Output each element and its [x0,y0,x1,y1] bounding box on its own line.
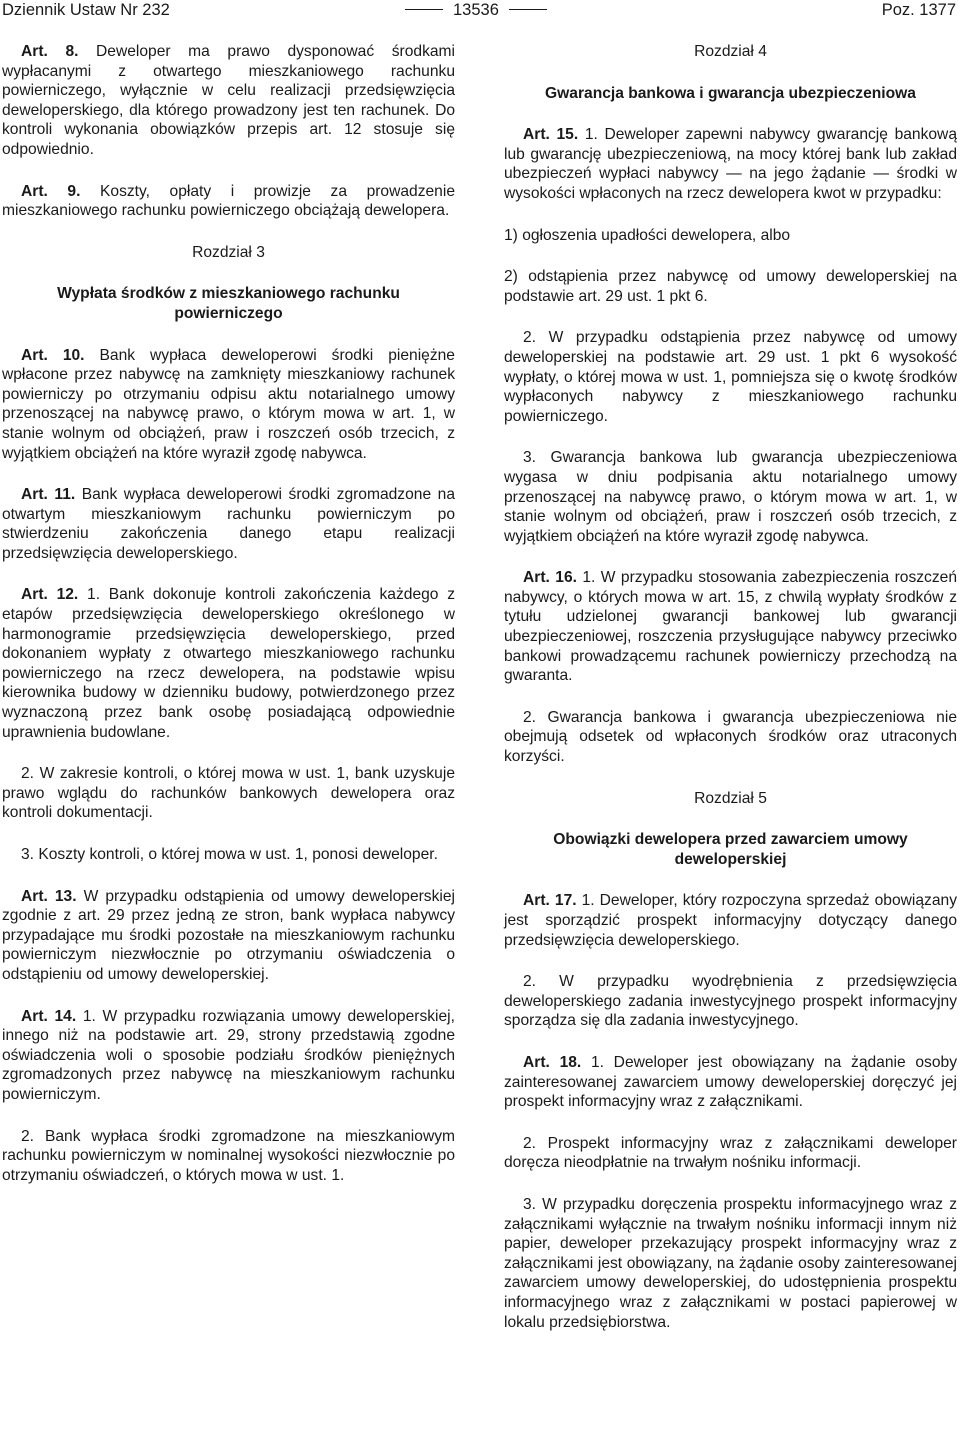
article-label: Art. 18. [523,1053,582,1071]
article-text: 1. W przypadku stosowania zabezpieczenia roszczeń nabywcy, o których mowa w art. 15, z chwilą wypłaty środków z tytułu udzielonej gwarancji bankowej lub gwarancji ubezpieczeniowej, roszczenia przysługujące nabywcy przeciwko bankowi prowadzącemu rachunek powierniczy przechodzą na gwaranta. [504,569,957,685]
article-15-item-2: 2) odstąpienia przez nabywcę od umowy deweloperskiej na podstawie art. 29 ust. 1 pkt 6. [504,268,957,305]
page-number-block [395,0,557,20]
article-12-par-1 [2,585,455,742]
article-label: Art. 17. [523,892,577,910]
article-18-par-3: 3. W przypadku doręczenia prospektu informacyjnego wraz z załącznikami wyłącznie na trwałym nośniku informacji innym niż papier, deweloper przekazujący prospekt informacyjny wraz z załącznikami jest obowiązany, na żądanie osoby zainteresowanej zawarciem umowy deweloperskiej, do udostępnienia prospektu informacyjnego wraz z załącznikami w postaci papierowej w lokalu przedsiębiorstwa. [504,1195,957,1331]
article-label: Art. 14. [21,1007,77,1025]
page-number: 13536 [453,1,499,19]
article-15-par-2: 2. W przypadku odstąpienia przez nabywcę od umowy deweloperskiej na podstawie art. 29 ust. 1 pkt 6 wysokość wypłaty, o której mowa w ust. 1, pomniejsza się o kwotę środków wypłaconych nabywcy z mieszkaniowego rachunku powierniczego. [504,329,957,425]
article-9 [2,182,455,221]
article-label: Art. 15. [523,126,579,144]
chapter-3-title: Wypłata środków z mieszkaniowego rachunku powierniczego [57,285,400,322]
chapter-5-title: Obowiązki dewelopera przed zawarciem umowy deweloperskiej [553,831,908,868]
article-16-par-1 [504,568,957,686]
article-12-par-3: 3. Koszty kontroli, o której mowa w ust. 1, ponosi deweloper. [21,846,438,863]
page-header [0,0,960,22]
article-16-par-2: 2. Gwarancja bankowa i gwarancja ubezpieczeniowa nie obejmują odsetek od wpłaconych środków oraz utraconych korzyści. [504,708,957,766]
article-text: 1. Deweloper zapewni nabywcy gwarancję bankową lub gwarancję ubezpieczeniową, na mocy której bank lub zakład ubezpieczeń wypłaci nabywcy — na jego żądanie — środki w wysokości wpłaconych na rzecz dewelopera kwot w przypadku: [504,126,957,202]
article-label: Art. 12. [21,586,79,604]
article-14-par-2: 2. Bank wypłaca środki zgromadzone na mieszkaniowym rachunku powierniczym w nominalnej wysokości niezwłocznie po otrzymaniu oświadczeń, o których mowa w ust. 1. [2,1127,455,1184]
position-number: Poz. 1377 [881,1,956,19]
article-8 [2,42,455,160]
dash-right [509,9,547,10]
article-text: Bank wypłaca deweloperowi środki pieniężne wpłacone przez nabywcę na zamknięty mieszkaniowy rachunek powierniczy po otrzymaniu odpisu aktu notarialnego umowy przenoszącej na nabywcę prawo, o którym mowa w art. 1, w stanie wolnym od obciążeń, praw i roszczeń osób trzecich, z wyjątkiem obciążeń na które wyraził zgodę nabywca. [2,346,455,462]
article-17-par-1 [504,891,957,950]
article-12-par-2: 2. W zakresie kontroli, o której mowa w ust. 1, bank uzyskuje prawo wglądu do rachunków bankowych dewelopera oraz kontroli dokumentacji. [2,765,455,822]
article-10 [2,346,455,464]
article-label: Art. 13. [21,887,77,905]
article-label: Art. 8. [21,43,79,60]
article-text: Koszty, opłaty i prowizje za prowadzenie mieszkaniowego rachunku powierniczego obciążają dewelopera. [2,182,455,220]
article-label: Art. 16. [523,569,577,587]
chapter-4-title: Gwarancja bankowa i gwarancja ubezpieczeniowa [545,84,916,102]
article-18-par-2: 2. Prospekt informacyjny wraz z załącznikami deweloper doręcza nieodpłatnie na trwałym nośniku informacji. [504,1134,957,1172]
journal-name: Dziennik Ustaw Nr 232 [2,1,170,19]
chapter-4-number: Rozdział 4 [694,43,767,60]
article-label: Art. 10. [21,346,85,364]
article-11 [2,485,455,563]
right-column [504,42,957,1354]
dash-left [405,9,443,10]
article-text: Bank wypłaca deweloperowi środki zgromadzone na otwartym mieszkaniowym rachunku powierniczym po stwierdzeniu zakończenia danego etapu realizacji przedsięwzięcia deweloperskiego. [2,486,455,562]
article-label: Art. 11. [21,486,76,504]
article-text: 1. Deweloper jest obowiązany na żądanie osoby zainteresowanej zawarciem umowy deweloperskiej doręczyć jej prospekt informacyjny wraz z załącznikami. [504,1053,957,1111]
article-text: Deweloper ma prawo dysponować środkami wypłacanymi z otwartego mieszkaniowego rachunku powierniczego, wyłącznie w celu realizacji przedsięwzięcia deweloperskiego, dla którego prowadzony jest ten rachunek. Do kontroli wykonania obowiązków przepis art. 12 stosuje się odpowiednio. [2,43,455,158]
article-13 [2,887,455,985]
article-15-item-1: 1) ogłoszenia upadłości dewelopera, albo [504,226,791,244]
article-text: W przypadku odstąpienia od umowy deweloperskiej zgodnie z art. 29 przez jedną ze stron, bank wypłaca nabywcy przypadające mu środki pozostałe na mieszkaniowym rachunku powierniczym niezwłocznie po otrzymaniu oświadczenia o odstąpieniu od umowy deweloperskiej. [2,887,455,983]
chapter-3-number: Rozdział 3 [192,243,265,261]
article-text: 1. W przypadku rozwiązania umowy deweloperskiej, innego niż na podstawie art. 29, strony przedstawią zgodne oświadczenia woli o sposobie podziału środków pieniężnych zgromadzonych przez nabywcę na mieszkaniowym rachunku powierniczym. [2,1007,455,1103]
article-label: Art. 9. [21,182,81,200]
article-15-par-3: 3. Gwarancja bankowa lub gwarancja ubezpieczeniowa wygasa w dniu podpisania aktu notarialnego umowy przenoszącej na nabywcę prawo, o którym mowa w art. 1, w stanie wolnym od obciążeń, praw i roszczeń osób trzecich, z wyjątkiem obciążeń na które wyraził zgodę nabywca. [504,449,957,545]
chapter-5-number: Rozdział 5 [694,789,767,807]
article-14-par-1 [2,1007,455,1105]
article-text: 1. Bank dokonuje kontroli zakończenia każdego z etapów przedsięwzięcia deweloperskiego określonego w harmonogramie przedsięwzięcia deweloperskiego, przed dokonaniem wypłaty z otwartego mieszkaniowego rachunku powierniczego na rzecz dewelopera, na podstawie wpisu kierownika budowy w dzienniku budowy, potwierdzonego przez wyznaczoną przez bank osobę posiadającą odpowiednie uprawnienia budowlane. [2,586,455,741]
article-text: 1. Deweloper, który rozpoczyna sprzedaż obowiązany jest sporządzić prospekt informacyjny dotyczący danego przedsięwzięcia deweloperskiego. [504,892,957,949]
article-17-par-2: 2. W przypadku wyodrębnienia z przedsięwzięcia deweloperskiego zadania inwestycyjnego prospekt informacyjny sporządza się dla zadania inwestycyjnego. [504,973,957,1030]
article-18-par-1 [504,1053,957,1112]
article-15-par-1 [504,125,957,203]
left-column [2,42,455,1207]
